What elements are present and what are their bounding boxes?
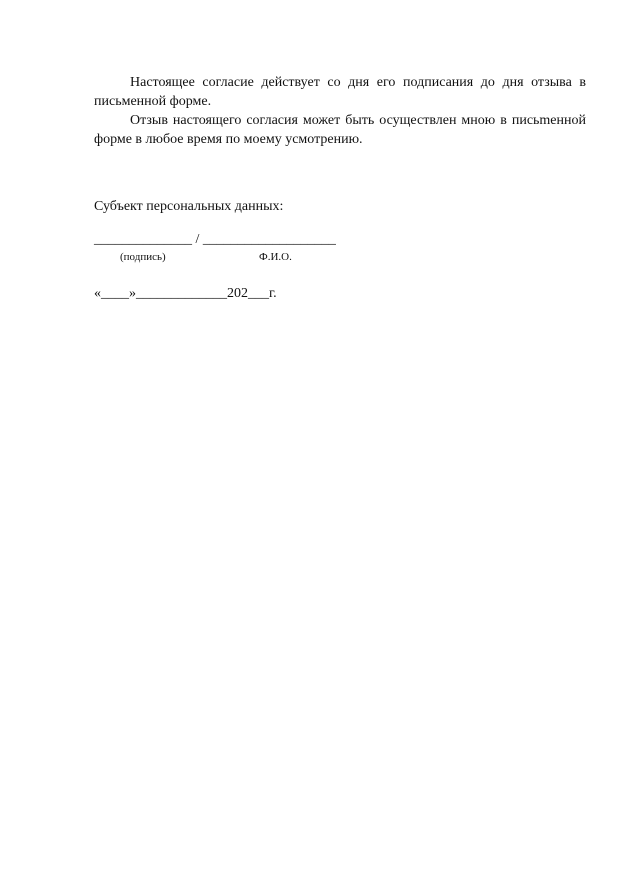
paragraph-withdrawal: Отзыв настоящего согласия может быть осуществлен мною в письmенной форме в любое время по моему усмотрению. (94, 113, 586, 147)
consent-text (94, 73, 586, 149)
paragraph-validity: Настоящее согласие действует со дня его подписания до дня отзыва в письменной форме. (94, 75, 586, 109)
name-caption: Ф.И.О. (259, 251, 292, 263)
signature-line: ______________ / ___________________ (94, 232, 336, 247)
subject-label: Субъект персональных данных: (94, 199, 284, 214)
signature-caption: (подпись) (120, 251, 166, 263)
date-line: «____»_____________202___г. (94, 286, 277, 301)
